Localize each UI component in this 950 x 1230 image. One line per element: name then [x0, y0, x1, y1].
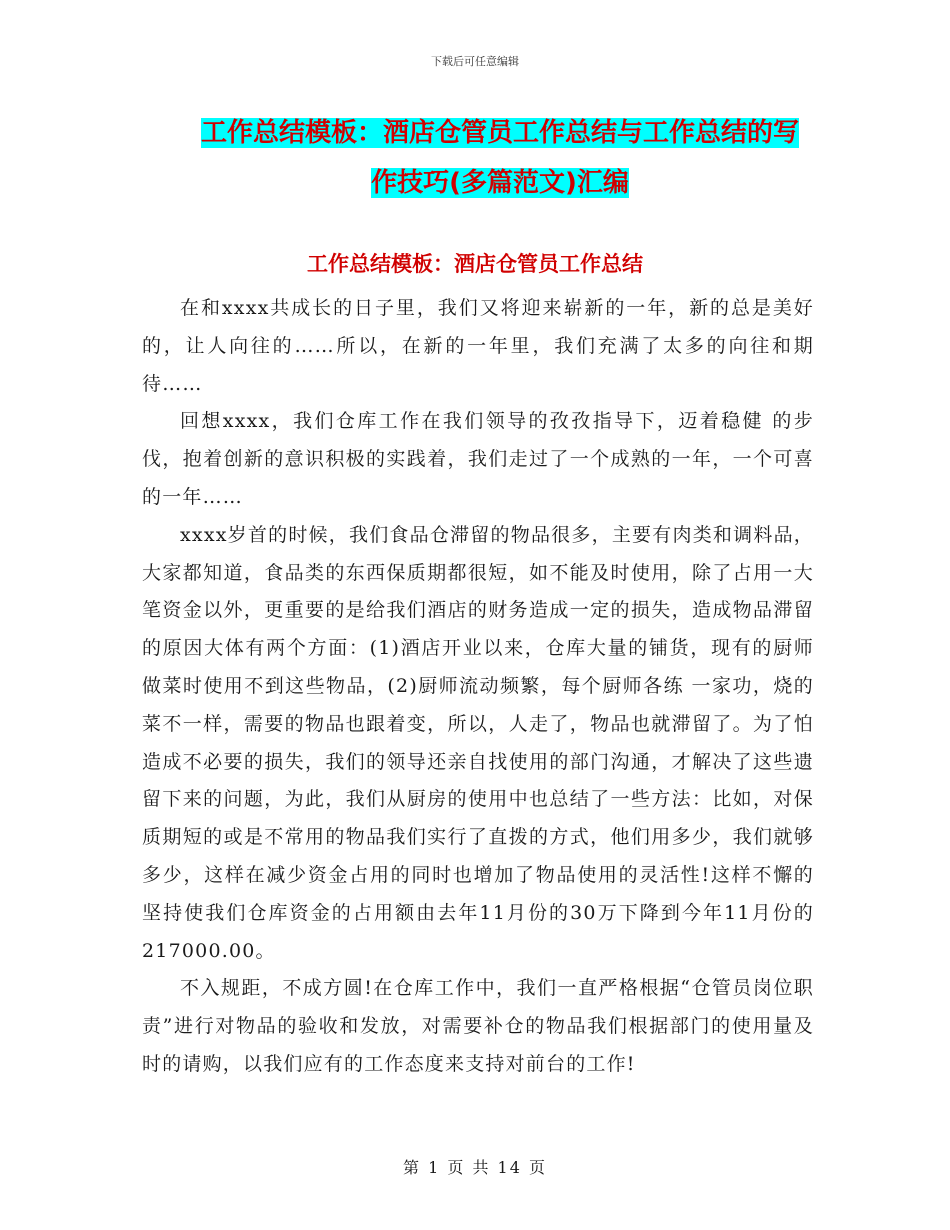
body-text: [142, 290, 814, 1084]
header-note: 下载后可任意编辑: [431, 55, 519, 68]
paragraph-3: xxxx岁首的时候，我们食品仓滞留的物品很多，主要有肉类和调料品，大家都知道，食品类的东西保质期都很短，如不能及时使用，除了占用一大笔资金以外，更重要的是给我们酒店的财务造成一定的损失，造成物品滞留的原因大体有两个方面：(1)酒店开业以来，仓库大量的铺货，现有的厨师做菜时使用不到这些物品，(2)厨师流动频繁，每个厨师各练 一家功，烧的菜不一样，需要的物品也跟着变，所以，人走了，物品也就滞留了。为了怕造成不必要的损失，我们的领导还亲自找使用的部门沟通，才解决了这些遗留下来的问题，为此，我们从厨房的使用中也总结了一些方法：比如，对保质期短的或是不常用的物品我们实行了直拨的方式，他们用多少，我们就够多少，这样在减少资金占用的同时也增加了物品使用的灵活性!这样不懈的坚持使我们仓库资金的占用额由去年11月份的30万下降到今年11月份的217000.00。: [142, 523, 814, 962]
section-title: 工作总结模板：酒店仓管员工作总结: [307, 252, 643, 276]
document-title-line1: 工作总结模板：酒店仓管员工作总结与工作总结的写: [200, 118, 799, 148]
paragraph-1: 在和xxxx共成长的日子里，我们又将迎来崭新的一年，新的总是美好的，让人向往的……所以，在新的一年里，我们充满了太多的向往和期待……: [142, 297, 814, 395]
page-number: 第 1 页 共 14 页: [403, 1158, 547, 1177]
document-title-line2: 作技巧(多篇范文)汇编: [371, 168, 629, 198]
paragraph-4: 不入规距，不成方圆!在仓库工作中，我们一直严格根据“仓管员岗位职责”进行对物品的验收和发放，对需要补仓的物品我们根据部门的使用量及时的请购，以我们应有的工作态度来支持对前台的工作!: [142, 977, 814, 1075]
document-title: [160, 108, 840, 208]
paragraph-2: 回想xxxx，我们仓库工作在我们领导的孜孜指导下，迈着稳健 的步伐，抱着创新的意识积极的实践着，我们走过了一个成熟的一年，一个可喜的一年……: [142, 410, 814, 508]
